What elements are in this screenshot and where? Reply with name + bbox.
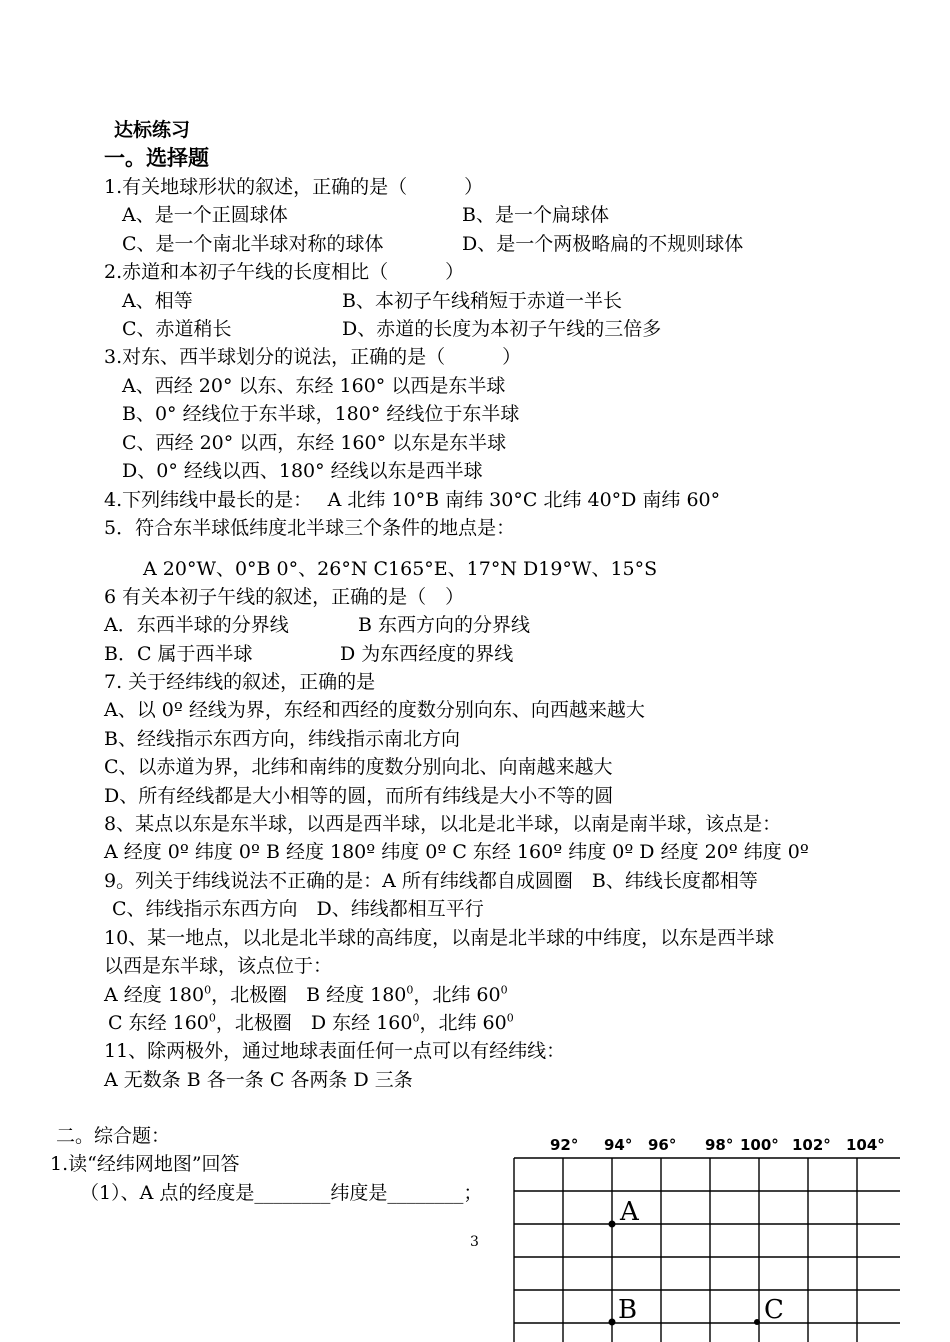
longitude-label: 96° — [648, 1136, 677, 1154]
option-11: A 无数条 B 各一条 C 各两条 D 三条 — [104, 1069, 413, 1091]
page-number: 3 — [470, 1234, 479, 1250]
question-6: 6 有关本初子午线的叙述，正确的是（ ） — [104, 586, 465, 608]
question-3: 3.对东、西半球划分的说法，正确的是（ ） — [104, 346, 522, 368]
point-b-dot — [609, 1319, 616, 1326]
question-1: 1.有关地球形状的叙述，正确的是（ ） — [104, 176, 484, 198]
point-c-dot — [754, 1319, 760, 1325]
section-choice-title: 一。选择题 — [104, 146, 209, 170]
longitude-label: 94° — [604, 1136, 633, 1154]
option-5: A 20°W、0°B 0°、26°N C165°E、17°N D19°W、15°S — [143, 558, 658, 580]
longitude-labels — [550, 1136, 885, 1154]
lat-long-grid-map — [500, 1130, 900, 1342]
sup: 0 — [506, 1011, 514, 1025]
option-7a: A、以 0º 经线为界，东经和西经的度数分别向东、向西越来越大 — [104, 699, 645, 721]
option-2d: D、赤道的长度为本初子午线的三倍多 — [342, 318, 662, 340]
sup: 0 — [208, 1011, 216, 1025]
option-6c: B．C 属于西半球 — [104, 643, 253, 665]
comprehensive-question-1: 1.读“经纬网地图”回答 — [50, 1153, 240, 1175]
question-11: 11、除两极外，通过地球表面任何一点可以有经纬线： — [104, 1040, 566, 1062]
longitude-label: 98° — [705, 1136, 734, 1154]
longitude-label: 92° — [550, 1136, 579, 1154]
question-9: 9。列关于纬线说法不正确的是：A 所有纬线都自成圆圈 B、纬线长度都相等 — [104, 870, 758, 892]
point-a-label: A — [620, 1197, 639, 1227]
point-b-label: B — [618, 1295, 638, 1325]
sup: 0 — [204, 983, 212, 997]
option-10cd — [108, 1011, 514, 1035]
longitude-label: 104° — [846, 1136, 885, 1154]
option-9cd: C、纬线指示东西方向 D、纬线都相互平行 — [112, 898, 484, 920]
point-a-dot — [609, 1221, 616, 1228]
option-10ab — [104, 983, 508, 1007]
option-10c-text: C 东经 160 — [108, 1012, 209, 1034]
option-2a: A、相等 — [122, 290, 193, 312]
exercise-heading: 达标练习 — [114, 119, 191, 141]
option-10b-text: ，北极圈 B 经度 180 — [211, 984, 407, 1006]
section-comprehensive-title: 二。综合题： — [56, 1125, 171, 1147]
sup: 0 — [412, 1011, 420, 1025]
option-10d-text: ，北极圈 D 东经 160 — [215, 1012, 413, 1034]
sup: 0 — [406, 983, 414, 997]
question-10: 10、某一地点，以北是北半球的高纬度，以南是北半球的中纬度，以东是西半球 — [104, 927, 775, 949]
option-7d: D、所有经线都是大小相等的圆，而所有纬线是大小不等的圆 — [104, 785, 614, 807]
longitude-label: 100° — [740, 1136, 779, 1154]
grid-lines — [514, 1158, 900, 1342]
option-3a: A、西经 20° 以东、东经 160° 以西是东半球 — [122, 375, 506, 397]
question-7: 7. 关于经纬线的叙述，正确的是 — [104, 671, 376, 693]
option-2c: C、赤道稍长 — [122, 318, 232, 340]
option-3c: C、西经 20° 以西，东经 160° 以东是东半球 — [122, 432, 507, 454]
option-1a: A、是一个正圆球体 — [122, 204, 288, 226]
sup: 0 — [500, 983, 508, 997]
option-1d: D、是一个两极略扁的不规则球体 — [462, 233, 744, 255]
option-6a: A．东西半球的分界线 — [104, 614, 289, 636]
option-10a-text: A 经度 180 — [104, 984, 205, 1006]
option-6b: B 东西方向的分界线 — [358, 614, 531, 636]
question-10-cont: 以西是东半球，该点位于： — [104, 955, 333, 977]
question-2: 2.赤道和本初子午线的长度相比（ ） — [104, 261, 465, 283]
comprehensive-question-1-1: （1）、A 点的经度是________纬度是________； — [80, 1182, 483, 1204]
longitude-label: 102° — [792, 1136, 831, 1154]
question-8: 8、某点以东是东半球，以西是西半球，以北是北半球，以南是南半球，该点是： — [104, 813, 782, 835]
option-3b: B、0° 经线位于东半球，180° 经线位于东半球 — [122, 403, 520, 425]
point-c-label: C — [764, 1295, 784, 1325]
option-7c: C、以赤道为界，北纬和南纬的度数分别向北、向南越来越大 — [104, 756, 613, 778]
option-2b: B、本初子午线稍短于赤道一半长 — [342, 290, 622, 312]
question-5: 5．符合东半球低纬度北半球三个条件的地点是： — [104, 517, 516, 539]
option-8: A 经度 0º 纬度 0º B 经度 180º 纬度 0º C 东经 160º 纬度 0º D 经度 20º 纬度 0º — [104, 841, 809, 863]
option-6d: D 为东西经度的界线 — [340, 643, 514, 665]
option-7b: B、经线指示东西方向，纬线指示南北方向 — [104, 728, 460, 750]
option-10b-end: ，北纬 60 — [413, 984, 501, 1006]
option-1c: C、是一个南北半球对称的球体 — [122, 233, 384, 255]
option-3d: D、0° 经线以西、180° 经线以东是西半球 — [122, 460, 483, 482]
option-10d-end: ，北纬 60 — [419, 1012, 507, 1034]
option-1b: B、是一个扁球体 — [462, 204, 609, 226]
question-4: 4.下列纬线中最长的是： A 北纬 10°B 南纬 30°C 北纬 40°D 南纬 60° — [104, 489, 721, 511]
